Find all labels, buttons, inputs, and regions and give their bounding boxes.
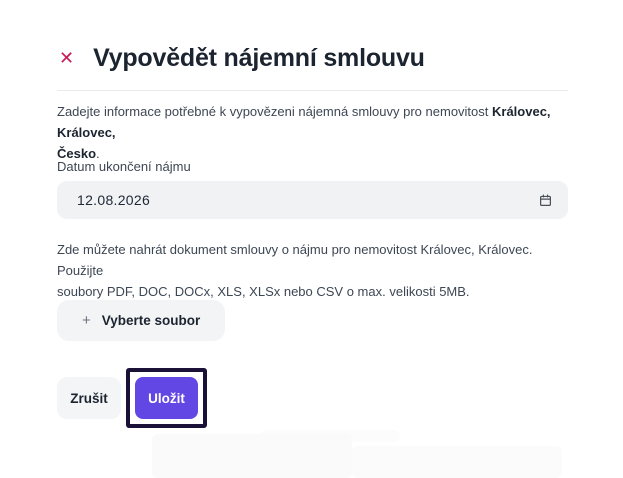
property-name-line1: Královec, Královec, (57, 104, 551, 140)
modal-header (57, 44, 568, 73)
save-button-highlight (126, 368, 207, 428)
upload-hint-line1: Zde můžete nahrát dokument smlouvy o nájmu pro nemovitost Královec, Královec. Použijte (57, 242, 533, 278)
upload-hint (57, 239, 571, 302)
close-icon[interactable]: ✕ (59, 47, 75, 69)
background-artifact (152, 434, 352, 478)
choose-file-button[interactable] (57, 300, 225, 341)
save-button[interactable]: Uložit (135, 377, 198, 419)
cancel-button[interactable]: Zrušit (57, 377, 121, 419)
property-name-line2: Česko (57, 146, 97, 161)
description-period: . (96, 146, 100, 161)
upload-hint-line2: soubory PDF, DOC, DOCx, XLS, XLSx nebo CSV o max. velikosti 5MB. (57, 284, 470, 299)
date-value: 12.08.2026 (77, 192, 151, 208)
date-input[interactable] (57, 181, 568, 219)
choose-file-label: Vyberte soubor (101, 313, 201, 328)
header-divider (57, 90, 568, 91)
date-field-label: Datum ukončení nájmu (57, 159, 191, 174)
background-artifact (352, 446, 562, 478)
plus-icon: + (82, 312, 91, 329)
calendar-icon[interactable] (539, 194, 552, 207)
description-text: Zadejte informace potřebné k vypovězeni nájemná smlouvy pro nemovitost (57, 104, 492, 119)
modal-description (57, 101, 571, 164)
page-title: Vypovědět nájemní smlouvu (93, 44, 425, 72)
